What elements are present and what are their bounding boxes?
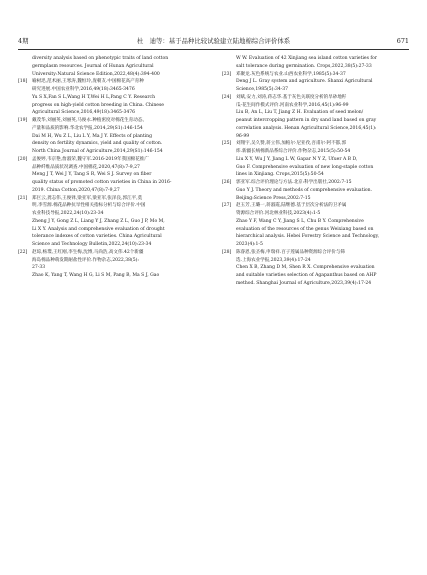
reference-entry <box>18 117 202 156</box>
reference-line: Agricultural Science,2016,49(18):3465-3476 <box>32 110 136 116</box>
reference-line: Science,1985(5):34-37 <box>236 87 289 92</box>
reference-entry <box>18 195 202 249</box>
reference-line: 品种纤维品质状况调查.中国棉花,2020,47(8):7-9,27 <box>32 164 140 170</box>
reference-line: Deng J L. Gray system and agriculture. Shanxi Agricultural <box>236 79 373 85</box>
reference-line: Chen X B, Zhang D M, Shen R X. Comprehensive evaluation <box>236 265 375 271</box>
reference-line: 炜.新疆长绒棉新品系综合评价.作物杂志,2015(5):50-54 <box>236 149 351 154</box>
reference-line: W W. Evaluation of 42 Xinjiang sea island cotton varieties for <box>236 56 377 61</box>
reference-number: [20] <box>18 156 28 162</box>
reference-line: 海岛棉品种萌发期耐盐性评价.作物杂志,2022,38(5): <box>32 257 139 263</box>
reference-line: peanut intercropping pattern in dry sand land based on gray <box>236 118 377 123</box>
reference-line: method. Shanghai Journal of Agriculture,2023,39(4):17-24 <box>236 280 372 286</box>
reference-line: 郭亚军.综合评价理论与方法.北京:科学出版社,2002:7-15 <box>236 180 352 185</box>
running-title: 杜 迪等：基于品种比较试验建立陆地棉综合评价体系 <box>136 37 291 45</box>
reference-line: Guo Y J. Theory and methods of comprehensive evaluation. <box>236 187 373 193</box>
reference-line: North China Journal of Agriculture,2014,29(S1):146-154 <box>32 149 163 154</box>
reference-line: Li X Y. Analysis and comprehensive evaluation of drought <box>32 226 165 232</box>
reference-line: Dai M H, Wu Z L, Liu L Y, Ma J Y. Effects of planting <box>32 133 152 139</box>
reference-number: [21] <box>18 195 28 201</box>
page-number: 671 <box>396 37 409 45</box>
reference-line: 郑巨云,龚志伟,王俊铎,梁亚军,梁亚军,张泽良,郭江平,莫 <box>32 195 143 201</box>
reference-line: hierarchical analysis. Hebei Forestry Science and Technology, <box>236 234 380 240</box>
reference-line: 农业科技导报,2022,24(10):23-34 <box>32 211 104 216</box>
reference-line: 赵玉芳,王璐一,蒋淑霞,陆继德.基于层次分析法的卫矛属 <box>236 203 347 209</box>
reference-number: [22] <box>18 249 28 255</box>
reference-entry <box>18 156 202 195</box>
reference-entry <box>222 55 406 71</box>
reference-line: Liu X Y, Wu J Y, Jiang L W, Gapar N Y Z, Ufuer A B D, <box>236 156 358 162</box>
header-rule <box>18 49 409 50</box>
reference-line: 戴茂华,刘丽英,刘丽英,马俊永.种植密度对棉花生育动态、 <box>32 118 147 123</box>
reference-number: [18] <box>18 79 28 85</box>
reference-line: lines in Xinjiang. Crops,2015(5):50-54 <box>236 172 324 178</box>
reference-line: 明,李雪源.棉花品种抗旱性相关指标分析与综合评价.中国 <box>32 203 146 209</box>
reference-line: progress on high-yield cotton breeding in China. Chinese <box>32 102 164 108</box>
reference-line: Liu B, An L, Liu T, Jiang Z H. Evaluation of seed melon/ <box>236 110 364 116</box>
reference-number: [28] <box>222 249 232 255</box>
reference-line: 刘翔宇,吴久赞,蒋立伟,加帕尔·尼亚孜,吾甫尔·阿不都,郭 <box>236 141 347 147</box>
reference-entry <box>222 94 406 141</box>
reference-entry <box>18 249 202 280</box>
reference-entry <box>222 179 406 202</box>
reference-number: [23] <box>222 71 232 77</box>
reference-line: Zhao K, Yang T, Wang H G, Li S M, Pang B, Ma S J, Gao <box>32 273 160 278</box>
issue-label: 4期 <box>18 37 29 45</box>
reference-line: and suitable varieties selection of Agapanthus based on AHP <box>236 273 377 278</box>
reference-line: Guo F. Comprehensive evaluation of new long-staple cotton <box>236 164 374 170</box>
reference-number: [27] <box>222 203 232 209</box>
reference-line: University:Natural Science Edition,2022,48(4):394-400 <box>32 71 160 77</box>
reference-line: tolerance indexes of cotton varieties. China Agricultural <box>32 234 162 240</box>
reference-line: evaluation of the resources of the genus Weixiang based on <box>236 226 374 232</box>
page-header <box>18 34 409 48</box>
reference-entry <box>18 78 202 117</box>
reference-line: salt tolerance during germination. Crops,2022,38(5):27-33 <box>236 63 372 69</box>
reference-line: 孟俊婷,韦京艳,詹淑荣,魏守军.2016-2019年我国棉花推广 <box>32 156 149 162</box>
reference-entry <box>222 71 406 94</box>
reference-number: [19] <box>18 118 28 123</box>
reference-line: diversity analysis based on phenotypic traits of land cotton <box>32 56 169 61</box>
reference-line: 资源综合评价.河北林业科技,2023(4):1-5 <box>236 211 321 216</box>
reference-line: 喻树迅,范术丽,王寒涛,魏恒玲,庞朝友.中国棉花高产育种 <box>32 79 144 85</box>
reference-line: 2019. China Cotton,2020,47(8):7-9,27 <box>32 187 120 193</box>
reference-entry <box>222 249 406 288</box>
reference-entry <box>18 55 202 78</box>
reference-line: Science and Technology Bulletin,2022,24(10):23-34 <box>32 242 152 247</box>
reference-line: quality status of promoted cotton varieties in China in 2016- <box>32 180 172 185</box>
reference-line: correlation analysis. Henan Agricultural Science,2016,45(1): <box>236 125 377 131</box>
reference-number: [24] <box>222 94 232 100</box>
right-column <box>222 55 406 288</box>
reference-line: 刘斌,安力,刘涛,蒋志华.基于灰色关联度分析的旱砂地籽 <box>236 94 347 100</box>
reference-line: Zheng J Y, Gong Z L, Liang Y J, Zhang Z L, Guo J P, Mo M, <box>32 218 165 224</box>
reference-line: 选.上海农业学报,2023,39(4):17-24 <box>236 257 311 263</box>
reference-entry <box>222 140 406 179</box>
reference-number: [26] <box>222 180 232 185</box>
reference-line: 96-99 <box>236 133 250 139</box>
reference-number: [25] <box>222 141 232 147</box>
reference-line: 产量和品质的影响.华北农学报,2014,29(S1):146-154 <box>32 125 143 131</box>
reference-line: Zhao Y F, Wang C Y, Jiang S L, Chu B Y. Comprehensive <box>236 218 364 224</box>
reference-entry <box>222 202 406 249</box>
reference-line: germplasm resources. Journal of Hunan Agricultural <box>32 63 154 69</box>
reference-line: Yu S X,Fan S L,Wang H T,Wei H L,Pang C Y. Research <box>32 94 156 100</box>
reference-line: 邓聚龙.灰色系统与农业.山西农业科学,1985(5):34-37 <box>236 71 346 77</box>
reference-line: Beijing:Science Press,2002:7-15 <box>236 195 311 201</box>
reference-line: 27-33 <box>32 265 46 271</box>
reference-line: 赵琼,杨璟,王红刚,李生梅,沈博,马尚浩,高文伟.42个新疆 <box>32 249 144 255</box>
reference-line: 陈睿恩,张圣梅,申瑞祥.百子莲属品种资源综合评价与筛 <box>236 249 345 255</box>
left-column <box>18 55 202 280</box>
reference-line: 研究进展.中国农业科学,2016,49(18):3465-3476 <box>32 87 135 92</box>
reference-line: 瓜-花生间作模式评价.河南农业科学,2016,45(1):96-99 <box>236 102 349 108</box>
reference-line: Meng J T, Wei J Y, Tang S R, Wei S J. Survey on fiber <box>32 172 152 178</box>
reference-line: density on fertility dynamics, yield and quality of cotton. <box>32 141 163 147</box>
reference-line: 2023(4):1-5 <box>236 242 263 247</box>
